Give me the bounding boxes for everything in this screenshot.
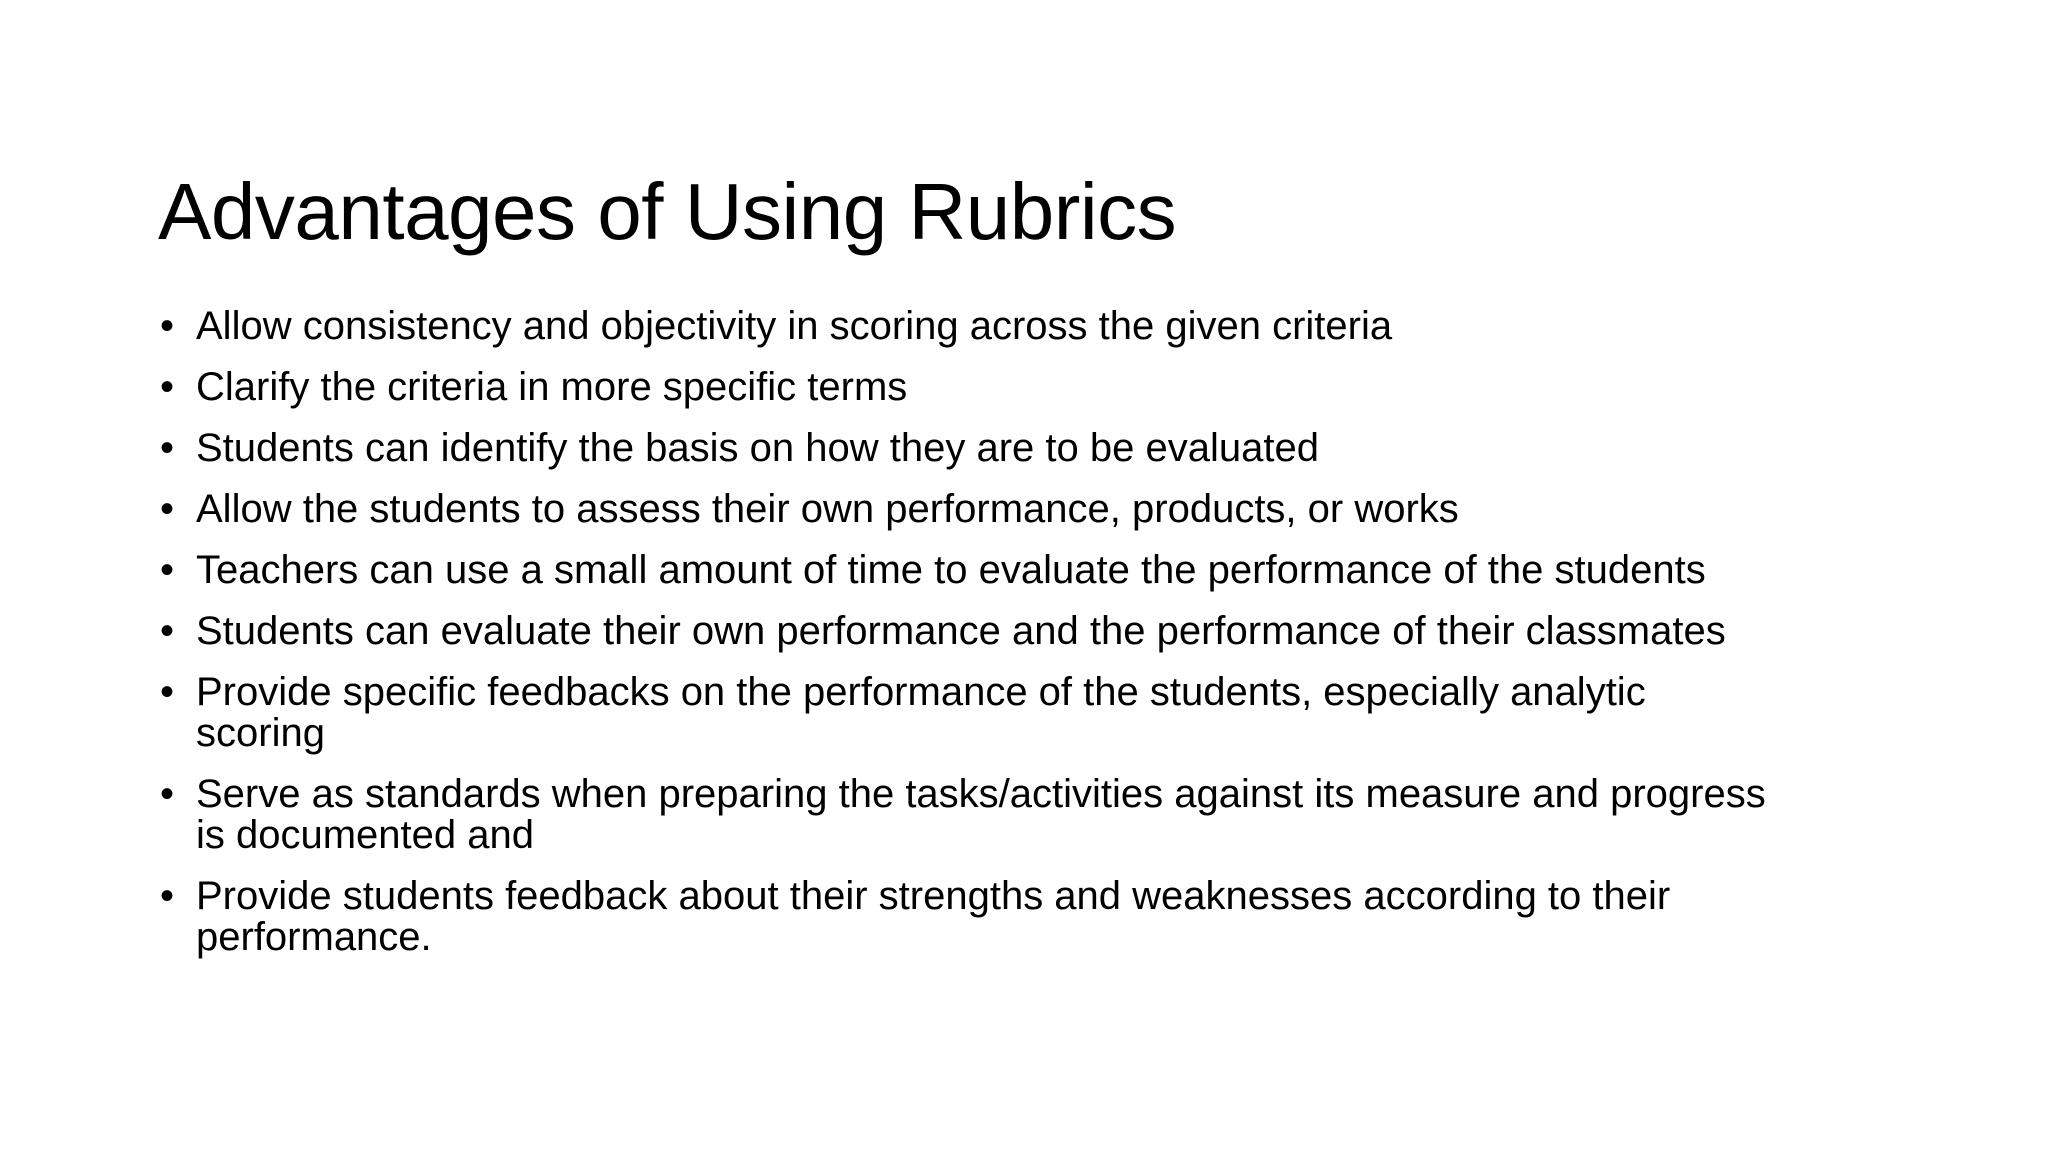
bullet-icon: • <box>160 304 175 348</box>
bullet-line: Provide students feedback about their strengths and weaknesses according to their <box>196 874 1671 918</box>
bullet-line: Allow consistency and objectivity in scoring across the given criteria <box>196 304 1393 348</box>
bullet-line: Provide specific feedbacks on the performance of the students, especially analytic <box>196 670 1646 714</box>
bullet-text <box>196 489 1918 530</box>
bullet-text <box>196 428 1918 469</box>
bullet-list <box>158 306 1918 978</box>
bullet-text <box>196 306 1918 347</box>
bullet-line: Serve as standards when preparing the tasks/activities against its measure and progress <box>196 772 1766 816</box>
bullet-icon: • <box>160 874 175 918</box>
bullet-icon: • <box>160 609 175 653</box>
list-item <box>158 672 1918 754</box>
bullet-icon: • <box>160 426 175 470</box>
bullet-icon: • <box>160 487 175 531</box>
bullet-icon: • <box>160 365 175 409</box>
bullet-icon: • <box>160 772 175 816</box>
bullet-line: Teachers can use a small amount of time to evaluate the performance of the students <box>196 548 1706 592</box>
bullet-icon: • <box>160 670 175 714</box>
bullet-text <box>196 672 1918 754</box>
list-item <box>158 876 1918 958</box>
list-item <box>158 367 1918 408</box>
bullet-text <box>196 774 1918 856</box>
bullet-line: Students can evaluate their own performance and the performance of their classmates <box>196 609 1726 653</box>
bullet-line: Allow the students to assess their own performance, products, or works <box>196 487 1459 531</box>
bullet-text <box>196 876 1918 958</box>
bullet-text <box>196 367 1918 408</box>
bullet-line: scoring <box>196 711 325 755</box>
list-item <box>158 428 1918 469</box>
list-item <box>158 306 1918 347</box>
bullet-line: Clarify the criteria in more specific terms <box>196 365 908 409</box>
bullet-icon: • <box>160 548 175 592</box>
list-item <box>158 550 1918 591</box>
list-item <box>158 774 1918 856</box>
bullet-line: performance. <box>196 915 432 959</box>
list-item <box>158 611 1918 652</box>
bullet-line: Students can identify the basis on how they are to be evaluated <box>196 426 1319 470</box>
bullet-text <box>196 550 1918 591</box>
slide-title: Advantages of Using Rubrics <box>158 166 1177 256</box>
bullet-text <box>196 611 1918 652</box>
bullet-line: is documented and <box>196 813 535 857</box>
list-item <box>158 489 1918 530</box>
